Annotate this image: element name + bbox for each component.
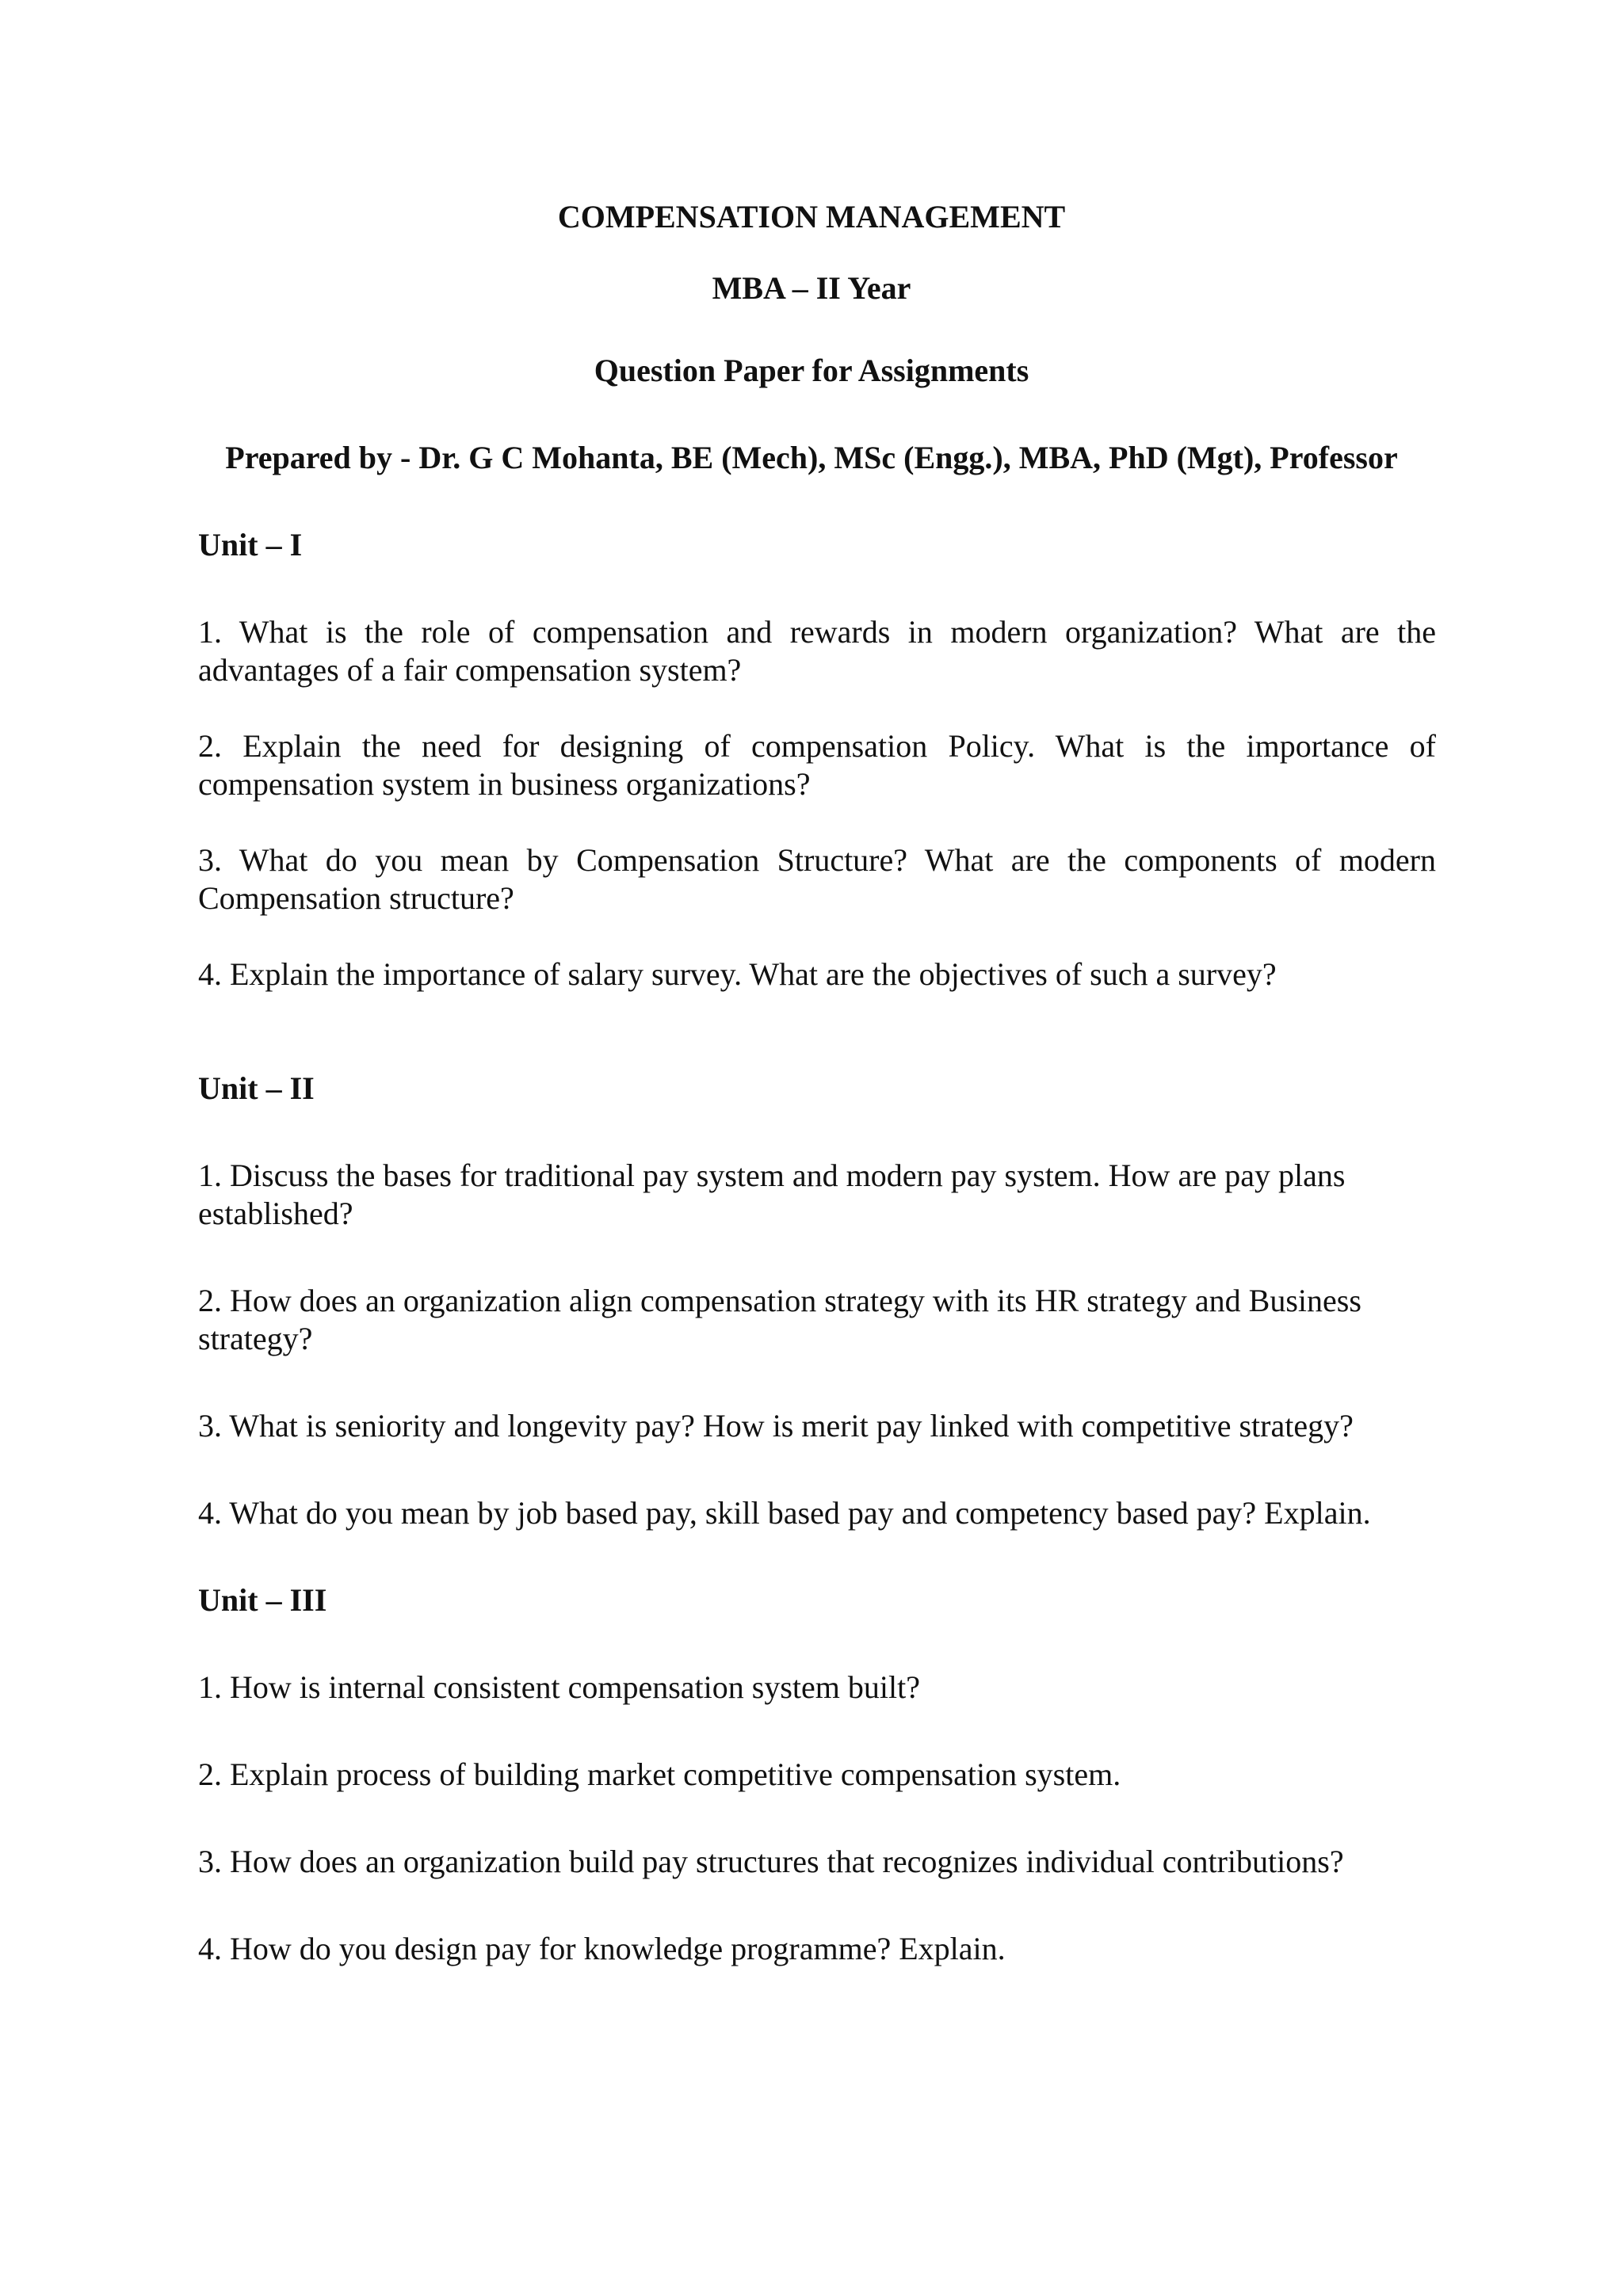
document-title: COMPENSATION MANAGEMENT [557,199,1066,235]
unit-2-question-1: 1. Discuss the bases for traditional pay system and modern pay system. How are pay plans established? [198,1158,1346,1231]
course-name: MBA – II Year [712,270,911,306]
unit-3-question-1: 1. How is internal consistent compensation system built? [198,1669,920,1705]
unit-3-question-3: 3. How does an organization build pay structures that recognizes individual contributions? [198,1844,1344,1879]
unit-1-heading: Unit – I [198,527,303,563]
unit-1-question-3: 3. What do you mean by Compensation Structure? What are the components of modern Compensation structure? [198,842,1436,916]
unit-2-question-4: 4. What do you mean by job based pay, skill based pay and competency based pay? Explain. [198,1495,1371,1531]
unit-1-question-2: 2. Explain the need for designing of compensation Policy. What is the importance of compensation system in business organizations? [198,728,1436,802]
unit-3-heading: Unit – III [198,1582,327,1618]
unit-2-heading: Unit – II [198,1070,315,1106]
document-subtitle: Question Paper for Assignments [594,353,1029,388]
prepared-by: Prepared by - Dr. G C Mohanta, BE (Mech), MSc (Engg.), MBA, PhD (Mgt), Professor [225,440,1398,475]
unit-3-question-2: 2. Explain process of building market competitive compensation system. [198,1756,1121,1792]
unit-1-question-4: 4. Explain the importance of salary survey. What are the objectives of such a survey? [198,956,1277,992]
unit-1-question-1: 1. What is the role of compensation and rewards in modern organization? What are the advantages of a fair compensation system? [198,614,1436,688]
unit-2-question-2: 2. How does an organization align compensation strategy with its HR strategy and Business strategy? [198,1283,1361,1356]
unit-2-question-3: 3. What is seniority and longevity pay? How is merit pay linked with competitive strategy? [198,1408,1354,1444]
unit-3-question-4: 4. How do you design pay for knowledge programme? Explain. [198,1931,1006,1966]
